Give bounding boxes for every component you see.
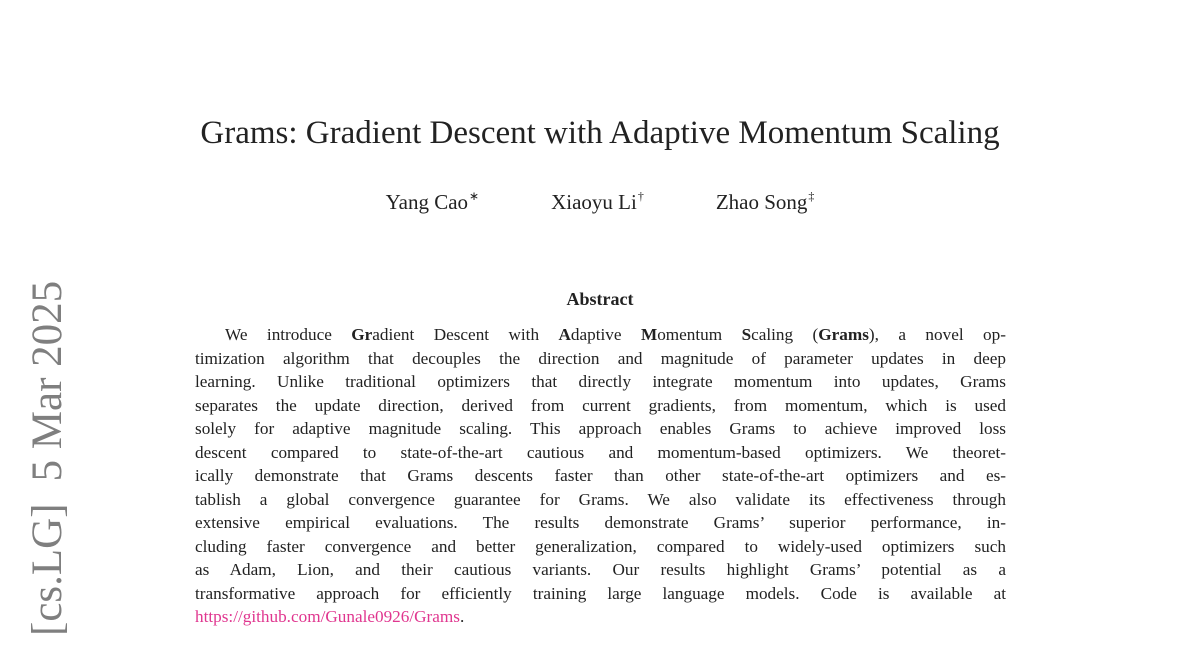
abstract-text: . [459, 607, 465, 626]
abstract-text: caling ( [751, 325, 819, 344]
abstract-line: ically demonstrate that Grams descents faster than other state-of-the-art optimizers and es- [195, 466, 1006, 485]
abstract-text: We introduce [225, 325, 352, 344]
abstract-bold-text: Gr [351, 325, 373, 344]
author [551, 182, 644, 216]
abstract-body [195, 323, 1006, 629]
abstract-line: descent compared to state-of-the-art cautious and momentum-based optimizers. We theoret- [195, 442, 1006, 462]
author-name: Xiaoyu Li [551, 190, 637, 214]
abstract-line: transformative approach for efficiently training large language models. Code is available at [195, 583, 1006, 603]
abstract-line [195, 605, 1006, 629]
author [716, 182, 815, 216]
author-footnote-mark: ∗ [469, 189, 480, 203]
author-list [0, 182, 1200, 216]
abstract-line: timization algorithm that decouples the direction and magnitude of parameter updates in deep [195, 348, 1006, 368]
abstract-bold-text: S [741, 325, 752, 344]
author-name: Zhao Song [715, 190, 808, 214]
abstract-line: extensive empirical evaluations. The results demonstrate Grams’ superior performance, in- [195, 513, 1006, 532]
abstract-bold-text: M [640, 325, 658, 344]
abstract-line: separates the update direction, derived from current gradients, from momentum, which is used [195, 395, 1006, 415]
arxiv-date: 5 Mar 2025 [24, 280, 71, 482]
author-footnote-mark: † [637, 189, 644, 203]
abstract-line: learning. Unlike traditional optimizers that directly integrate momentum into updates, Grams [195, 372, 1006, 391]
abstract-bold-text: A [558, 325, 571, 344]
author [386, 182, 480, 216]
abstract-line: cluding faster convergence and better generalization, compared to widely-used optimizers such [195, 536, 1006, 556]
arxiv-category: [cs.LG] [24, 503, 71, 636]
abstract-line: as Adam, Lion, and their cautious variants. Our results highlight Grams’ potential as a [195, 560, 1006, 579]
abstract-text: omentum [657, 325, 742, 344]
author-name: Yang Cao [385, 190, 469, 214]
code-link[interactable]: https://github.com/Gunale0926/Grams [195, 607, 460, 626]
abstract-line [195, 323, 1006, 347]
abstract-text: daptive [570, 325, 641, 344]
abstract-line: solely for adaptive magnitude scaling. This approach enables Grams to achieve improved loss [195, 419, 1006, 438]
author-footnote-mark: ‡ [808, 189, 815, 203]
paper-title: Grams: Gradient Descent with Adaptive Momentum Scaling [200, 115, 1000, 151]
arxiv-stamp [24, 280, 71, 636]
abstract-bold-text: Grams [818, 325, 869, 344]
abstract-line: tablish a global convergence guarantee for Grams. We also validate its effectiveness through [195, 489, 1006, 509]
abstract-text: ), a novel op- [868, 325, 1006, 344]
abstract-heading: Abstract [566, 289, 634, 309]
abstract-text: adient Descent with [372, 325, 559, 344]
